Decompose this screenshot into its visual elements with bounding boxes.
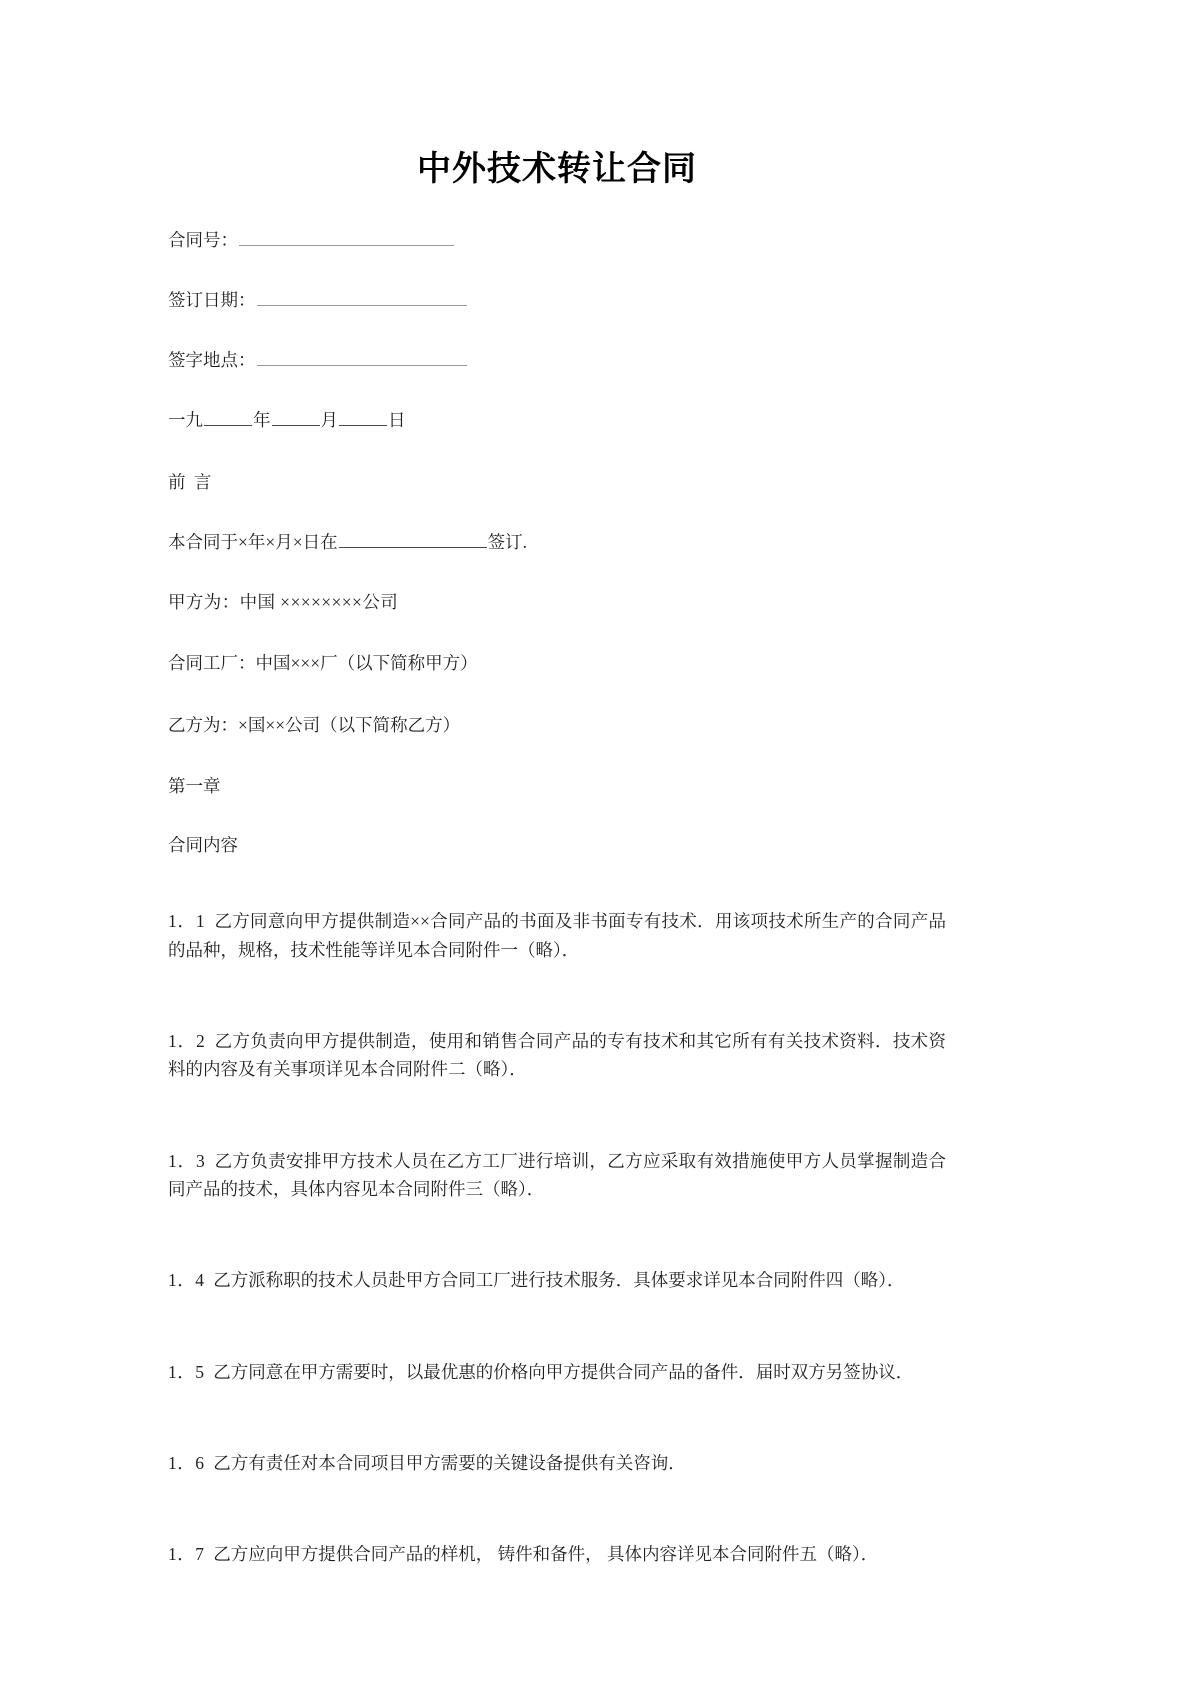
preface-signing-line (168, 529, 946, 555)
date-blank-month[interactable] (272, 409, 320, 427)
spacer (168, 1495, 946, 1523)
document-body (168, 0, 946, 1586)
clause-text: 乙方派称职的技术人员赴甲方合同工厂进行技术服务．具体要求详见本合同附件四（略）． (213, 1270, 905, 1291)
spacer (168, 616, 946, 649)
preface-heading: 前 言 (168, 471, 214, 492)
preface-line-before: 本合同于×年×月×日在 (168, 531, 338, 552)
date-blank-day[interactable] (339, 409, 387, 427)
section-heading: 合同内容 (168, 835, 238, 856)
clause-1-7 (168, 1540, 946, 1568)
spacer (168, 678, 946, 711)
date-unit-year: 年 (253, 410, 271, 431)
party-a-line: 甲方为：中国 ××××××××公司 (168, 592, 399, 613)
field-blank-signing-date[interactable] (257, 288, 467, 306)
clause-number: 1．1 (168, 911, 206, 932)
spacer (168, 253, 946, 287)
clause-number: 1．3 (168, 1150, 206, 1171)
spacer (168, 496, 946, 529)
field-blank-signing-place[interactable] (257, 348, 467, 366)
date-unit-day: 日 (388, 410, 406, 431)
field-label-signing-place: 签字地点： (168, 350, 256, 370)
date-prefix: 一九 (168, 410, 203, 431)
clause-1-1 (168, 907, 946, 964)
field-signing-place (168, 347, 946, 373)
spacer (168, 313, 946, 347)
clause-1-6 (168, 1449, 946, 1477)
clause-1-3 (168, 1147, 946, 1204)
clause-number: 1．2 (168, 1031, 206, 1051)
spacer (168, 373, 946, 407)
party-b-line: 乙方为：×国××公司（以下简称乙方） (168, 714, 461, 735)
spacer (168, 555, 946, 588)
clause-text: 乙方同意在甲方需要时，以最优惠的价格向甲方提供合同产品的备件．届时双方另签协议． (213, 1361, 914, 1382)
clause-text: 乙方有责任对本合同项目甲方需要的关键设备提供有关咨询． (213, 1453, 686, 1474)
spacer (168, 739, 946, 772)
spacer (168, 982, 946, 1010)
page-title: 中外技术转让合同 (417, 149, 697, 189)
field-label-signing-date: 签订日期： (168, 289, 256, 310)
clause-text: 乙方应向甲方提供合同产品的样机， 铸件和备件， 具体内容详见本合同附件五（略）． (213, 1544, 879, 1565)
clause-1-4 (168, 1266, 946, 1294)
date-unit-month: 月 (320, 410, 338, 431)
preface-line-after: 签订. (487, 531, 527, 552)
clause-number: 1．5 (168, 1361, 205, 1382)
clause-text: 乙方负责安排甲方技术人员在乙方工厂进行培训，乙方应采取有效措施使甲方人员掌握制造合同产品的技术，具体内容见本合同附件三（略）． (168, 1150, 947, 1200)
spacer (168, 1404, 946, 1432)
chapter-heading: 第一章 (168, 776, 221, 797)
contract-factory-line: 合同工厂：中国×××厂（以下简称甲方） (168, 653, 478, 674)
spacer (168, 1221, 946, 1249)
spacer (168, 434, 946, 468)
spacer (168, 860, 946, 890)
spacer (168, 1101, 946, 1129)
clause-number: 1．6 (168, 1453, 205, 1474)
spacer (168, 191, 946, 227)
clause-1-5 (168, 1358, 946, 1386)
spacer (168, 800, 946, 831)
clause-number: 1．4 (168, 1270, 205, 1291)
spacer (168, 1312, 946, 1340)
field-blank-contract-number[interactable] (239, 228, 454, 246)
clause-text: 乙方同意向甲方提供制造××合同产品的书面及非书面专有技术．用该项技术所生产的合同产品的品种，规格，技术性能等详见本合同附件一（略）． (168, 911, 946, 960)
clause-1-2 (168, 1027, 946, 1084)
field-date-line (168, 407, 946, 433)
clause-text: 乙方负责向甲方提供制造，使用和销售合同产品的专有技术和其它所有有关技术资料．技术资料的内容及有关事项详见本合同附件二（略）． (168, 1031, 947, 1080)
field-contract-number (168, 227, 946, 253)
clause-number: 1．7 (168, 1544, 205, 1565)
field-label-contract-number: 合同号： (168, 229, 238, 250)
date-blank-year[interactable] (204, 409, 252, 427)
field-signing-date (168, 287, 946, 313)
preface-blank-location[interactable] (339, 530, 487, 548)
